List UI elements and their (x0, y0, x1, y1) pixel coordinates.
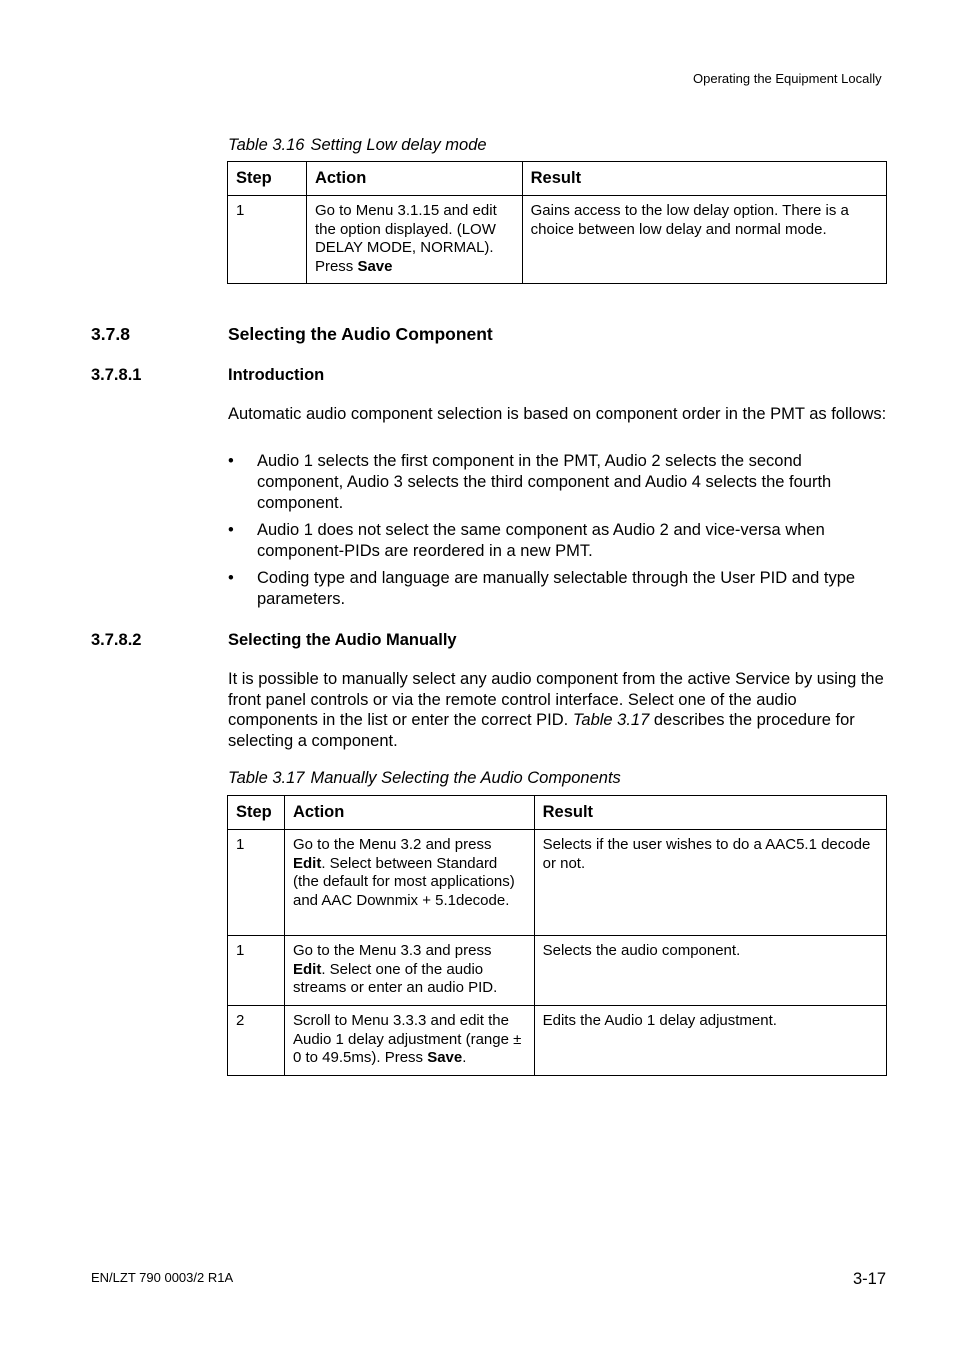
table-caption (228, 136, 487, 155)
cell-step: 1 (228, 936, 285, 1006)
cell-action (284, 936, 534, 1006)
table-reference: Table 3.17 (572, 711, 650, 729)
action-text: Go to Menu 3.1.15 and edit the option displayed. (LOW DELAY MODE, NORMAL). Press (314, 202, 497, 275)
cell-result: Edits the Audio 1 delay adjustment. (534, 1006, 886, 1076)
cell-action (306, 196, 522, 284)
paragraph-text: It is possible to manually select any audio component from the active Service by using the front panel controls or via the remote control interface. Select one of the audio components in the list or enter the correct PID. (228, 670, 884, 729)
section-number: 3.7.8 (91, 324, 130, 344)
table-caption (228, 769, 621, 788)
action-text: Go to the Menu 3.2 and press (292, 836, 492, 853)
table-caption-number: Table 3.17 (228, 769, 305, 787)
list-item-text: Audio 1 selects the first component in the PMT, Audio 2 selects the second component, Audio 3 selects the third component and Audio 4 selects the fourth component. (257, 452, 832, 512)
col-header-result: Result (534, 796, 886, 830)
bullet-list (228, 451, 883, 616)
table-header-row (228, 796, 887, 830)
col-header-result: Result (522, 162, 886, 196)
action-text: . (462, 1049, 467, 1066)
cell-step: 2 (228, 1006, 285, 1076)
running-header: Operating the Equipment Locally (693, 71, 882, 86)
action-keyword: Edit (292, 960, 322, 978)
table-caption-title: Setting Low delay mode (310, 136, 487, 154)
bullet-glyph: • (228, 521, 234, 539)
table-row (228, 1006, 887, 1076)
table-row (228, 830, 887, 936)
cell-action (284, 1006, 534, 1076)
col-header-step: Step (228, 162, 307, 196)
table-manual-audio-selection (227, 795, 887, 1076)
table-header-row (228, 162, 887, 196)
cell-result: Selects if the user wishes to do a AAC5.1 decode or not. (534, 830, 886, 936)
table-low-delay-mode (227, 161, 887, 284)
action-text: . Select between Standard (the default for most applications) and AAC Downmix + 5.1decode. (292, 854, 515, 909)
bullet-glyph: • (228, 569, 234, 587)
col-header-step: Step (228, 796, 285, 830)
list-item-text: Coding type and language are manually selectable through the User PID and type parameters. (257, 569, 856, 608)
table-row (228, 936, 887, 1006)
bullet-glyph: • (228, 452, 234, 470)
manual-selection-paragraph (228, 669, 888, 751)
cell-action (284, 830, 534, 936)
cell-result: Selects the audio component. (534, 936, 886, 1006)
subsection-number: 3.7.8.2 (91, 631, 142, 649)
action-text: Scroll to Menu 3.3.3 and edit the Audio 1 delay adjustment (range ± 0 to 49.5ms). Press (292, 1012, 522, 1066)
paragraph-text: describes the procedure for selecting a component. (228, 711, 855, 750)
table-caption-title: Manually Selecting the Audio Components (310, 769, 621, 787)
col-header-action: Action (284, 796, 534, 830)
table-caption-number: Table 3.16 (228, 136, 305, 154)
cell-step: 1 (228, 196, 307, 284)
list-item (228, 568, 883, 610)
action-keyword: Edit (292, 854, 322, 872)
intro-paragraph: Automatic audio component selection is based on component order in the PMT as follows: (228, 405, 887, 423)
cell-step: 1 (228, 830, 285, 936)
document-id: EN/LZT 790 0003/2 R1A (91, 1270, 234, 1285)
subsection-number: 3.7.8.1 (91, 366, 142, 384)
action-keyword: Save (427, 1049, 463, 1066)
page-number: 3-17 (853, 1270, 887, 1288)
list-item (228, 520, 883, 562)
col-header-action: Action (306, 162, 522, 196)
list-item-text: Audio 1 does not select the same component as Audio 2 and vice-versa when component-PIDs are reordered in a new PMT. (257, 521, 825, 560)
section-title: Selecting the Audio Component (228, 324, 493, 344)
action-keyword: Save (357, 257, 393, 275)
action-text: . Select one of the audio streams or enter an audio PID. (292, 960, 498, 996)
cell-result: Gains access to the low delay option. There is a choice between low delay and normal mode. (522, 196, 886, 284)
subsection-title: Introduction (228, 366, 325, 384)
list-item (228, 451, 883, 514)
subsection-title: Selecting the Audio Manually (228, 631, 457, 649)
table-row (228, 196, 887, 284)
action-text: Go to the Menu 3.3 and press (292, 942, 492, 959)
